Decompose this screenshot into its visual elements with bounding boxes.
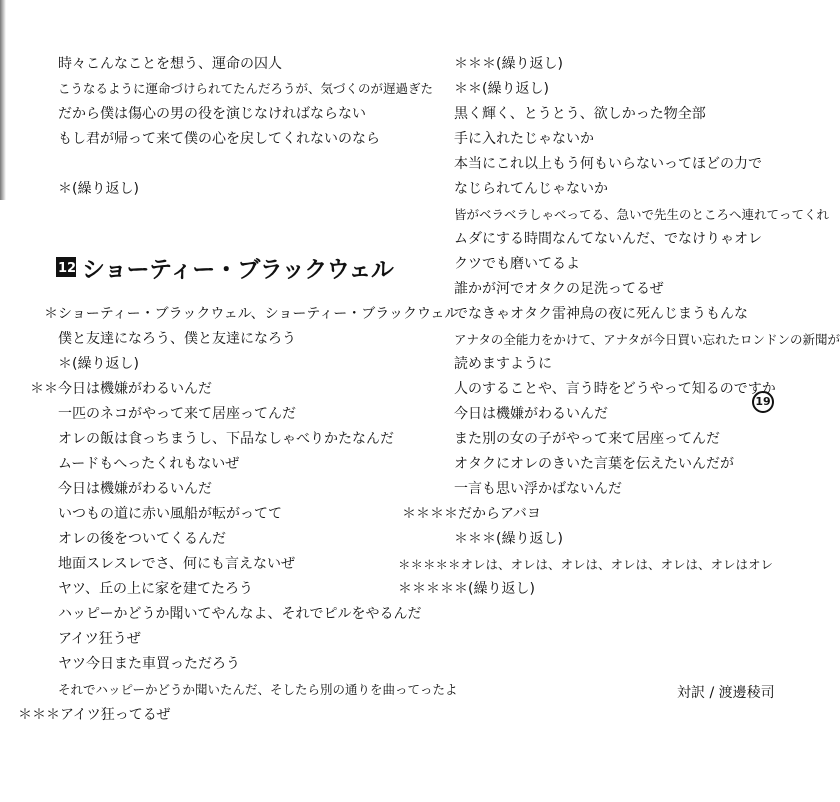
- lyric-line: ＊＊＊アイツ狂ってるぜ: [18, 707, 171, 723]
- translator-credit: 対訳 / 渡邊稜司: [677, 685, 775, 701]
- lyric-line: だから僕は傷心の男の役を演じなければならない: [58, 106, 366, 122]
- lyric-line: 地面スレスレでさ、何にも言えないぜ: [58, 556, 296, 572]
- lyric-line: ヤツ今日また車買っただろう: [58, 656, 240, 672]
- repeat-marker: ＊＊(繰り返し): [454, 81, 549, 97]
- repeat-marker: ＊(繰り返し): [58, 181, 139, 197]
- lyric-line: オタクにオレのきいた言葉を伝えたいんだが: [454, 456, 734, 472]
- lyric-line: 一匹のネコがやって来て居座ってんだ: [58, 406, 296, 422]
- lyric-line: 黒く輝く、とうとう、欲しかった物全部: [454, 106, 706, 122]
- lyric-line: 本当にこれ以上もう何もいらないってほどの力で: [454, 156, 762, 172]
- lyric-line: ＊＊＊＊＊オレは、オレは、オレは、オレは、オレは、オレはオレ: [398, 557, 774, 572]
- page-number: 19: [752, 391, 774, 413]
- lyric-line: オレの飯は食っちまうし、下品なしゃべりかたなんだ: [58, 431, 394, 447]
- lyric-line: いつもの道に赤い風船が転がってて: [58, 506, 282, 522]
- lyric-line: なじられてんじゃないか: [454, 181, 608, 197]
- lyric-line: もし君が帰って来て僕の心を戻してくれないのなら: [58, 131, 380, 147]
- lyric-line: でなきゃオタク雷神鳥の夜に死んじまうもんな: [454, 306, 748, 322]
- lyric-line: ハッピーかどうか聞いてやんなよ、それでピルをやるんだ: [58, 606, 422, 622]
- lyric-line: 読めますように: [454, 356, 552, 372]
- lyric-line: アナタの全能力をかけて、アナタが今日買い忘れたロンドンの新聞が: [454, 332, 840, 347]
- lyric-line: 僕と友達になろう、僕と友達になろう: [58, 331, 296, 347]
- lyric-line: 誰かが河でオタクの足洗ってるぜ: [454, 281, 664, 297]
- lyric-line: 人のすることや、言う時をどうやって知るのですか: [454, 381, 776, 397]
- lyric-line: ＊＊今日は機嫌がわるいんだ: [30, 381, 212, 397]
- repeat-marker: ＊＊＊(繰り返し): [454, 56, 563, 72]
- lyric-line: ムードもへったくれもないぜ: [58, 456, 240, 472]
- lyric-line: こうなるように運命づけられてたんだろうが、気づくのが遅過ぎた: [58, 81, 434, 96]
- repeat-marker: ＊(繰り返し): [58, 356, 139, 372]
- lyric-line: ヤツ、丘の上に家を建てたろう: [58, 581, 254, 597]
- lyric-line: 手に入れたじゃないか: [454, 131, 594, 147]
- lyric-line: アイツ狂うぜ: [58, 631, 141, 647]
- lyric-line: また別の女の子がやって来て居座ってんだ: [454, 431, 720, 447]
- lyric-line: それでハッピーかどうか聞いたんだ、そしたら別の通りを曲ってったよ: [58, 682, 458, 697]
- lyric-line: ＊ショーティー・ブラックウェル、ショーティー・ブラックウェル: [44, 306, 459, 322]
- song-title-text: ショーティー・ブラックウェル: [82, 256, 394, 283]
- repeat-marker: ＊＊＊(繰り返し): [454, 531, 563, 547]
- lyric-line: 今日は機嫌がわるいんだ: [454, 406, 608, 422]
- lyric-line: クツでも磨いてるよ: [454, 256, 580, 272]
- lyric-line: 一言も思い浮かばないんだ: [454, 481, 622, 497]
- lyric-line: 今日は機嫌がわるいんだ: [58, 481, 212, 497]
- lyric-line: オレの後をついてくるんだ: [58, 531, 226, 547]
- lyric-line: 時々こんなことを想う、運命の囚人: [58, 56, 282, 72]
- lyric-line: 皆がベラベラしゃべってる、急いで先生のところへ連れてってくれ: [454, 207, 830, 222]
- lyric-line: ＊＊＊＊だからアバヨ: [402, 506, 541, 522]
- repeat-marker: ＊＊＊＊＊(繰り返し): [398, 581, 535, 597]
- track-number-badge: 12: [56, 257, 76, 277]
- page-edge-shadow: [0, 0, 6, 200]
- song-title: [56, 251, 393, 283]
- lyric-line: ムダにする時間なんてないんだ、でなけりゃオレ: [454, 231, 762, 247]
